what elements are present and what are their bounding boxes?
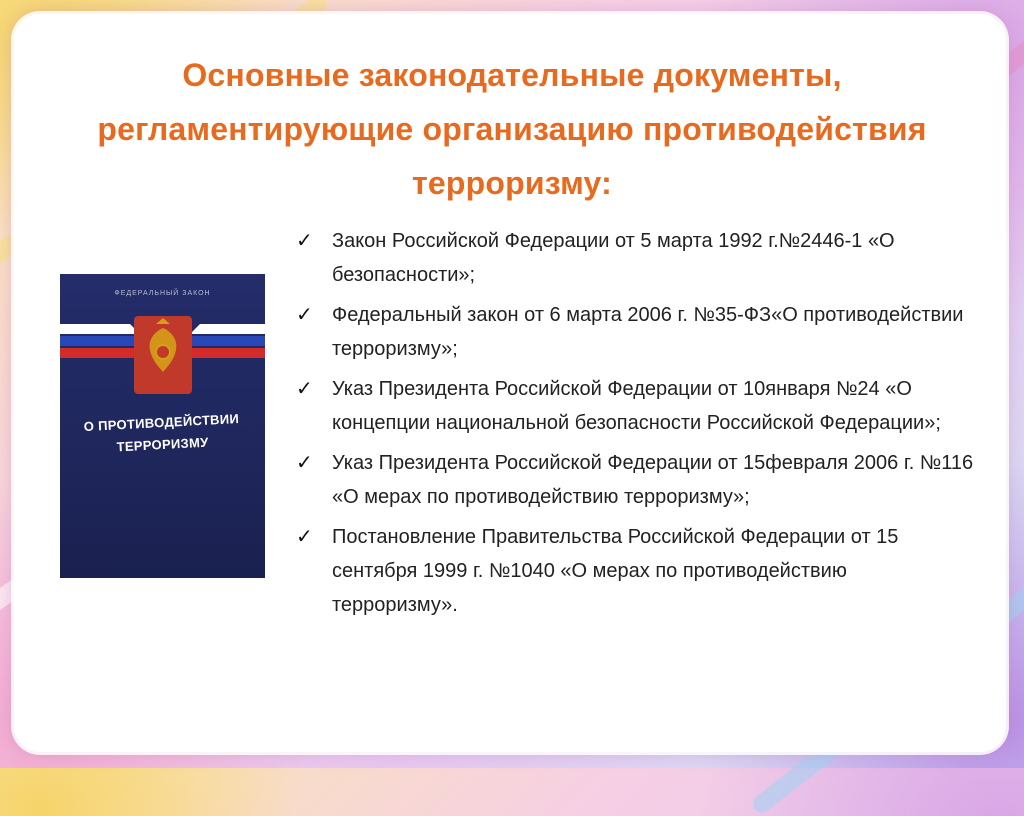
list-item [286, 224, 976, 292]
checkmark-icon: ✓ [296, 304, 313, 326]
list-item-text: Постановление Правительства Российской Федерации от 15 сентября 1999 г. №1040 «О мерах по противодействию терроризму». [332, 526, 899, 616]
slide-title: Основные законодательные документы, регламентирующие организацию противодействия терроризму: [97, 57, 927, 201]
list-item-text: Указ Президента Российской Федерации от 10января №24 «О концепции национальной безопасности Российской Федерации»; [332, 378, 941, 434]
checkmark-icon: ✓ [296, 452, 313, 474]
list-item [286, 520, 976, 622]
russian-coat-of-arms-icon [132, 314, 194, 396]
list-item-text: Указ Президента Российской Федерации от 15февраля 2006 г. №116 «О мерах по противодействию терроризму»; [332, 452, 974, 508]
list-item [286, 298, 976, 366]
book-top-text: ФЕДЕРАЛЬНЫЙ ЗАКОН [114, 290, 211, 297]
checkmark-icon: ✓ [296, 378, 313, 400]
book-cover-image [60, 274, 265, 578]
checkmark-icon: ✓ [296, 526, 313, 548]
list-item-text: Закон Российской Федерации от 5 марта 1992 г.№2446-1 «О безопасности»; [332, 230, 895, 286]
list-item [286, 372, 976, 440]
checkmark-icon: ✓ [296, 230, 313, 252]
list-item-text: Федеральный закон от 6 марта 2006 г. №35-ФЗ«О противодействии терроризму»; [332, 304, 964, 360]
list-item [286, 446, 976, 514]
book-title: О ПРОТИВОДЕЙСТВИИ ТЕРРОРИЗМУ [83, 410, 240, 455]
legislation-list [286, 224, 976, 628]
